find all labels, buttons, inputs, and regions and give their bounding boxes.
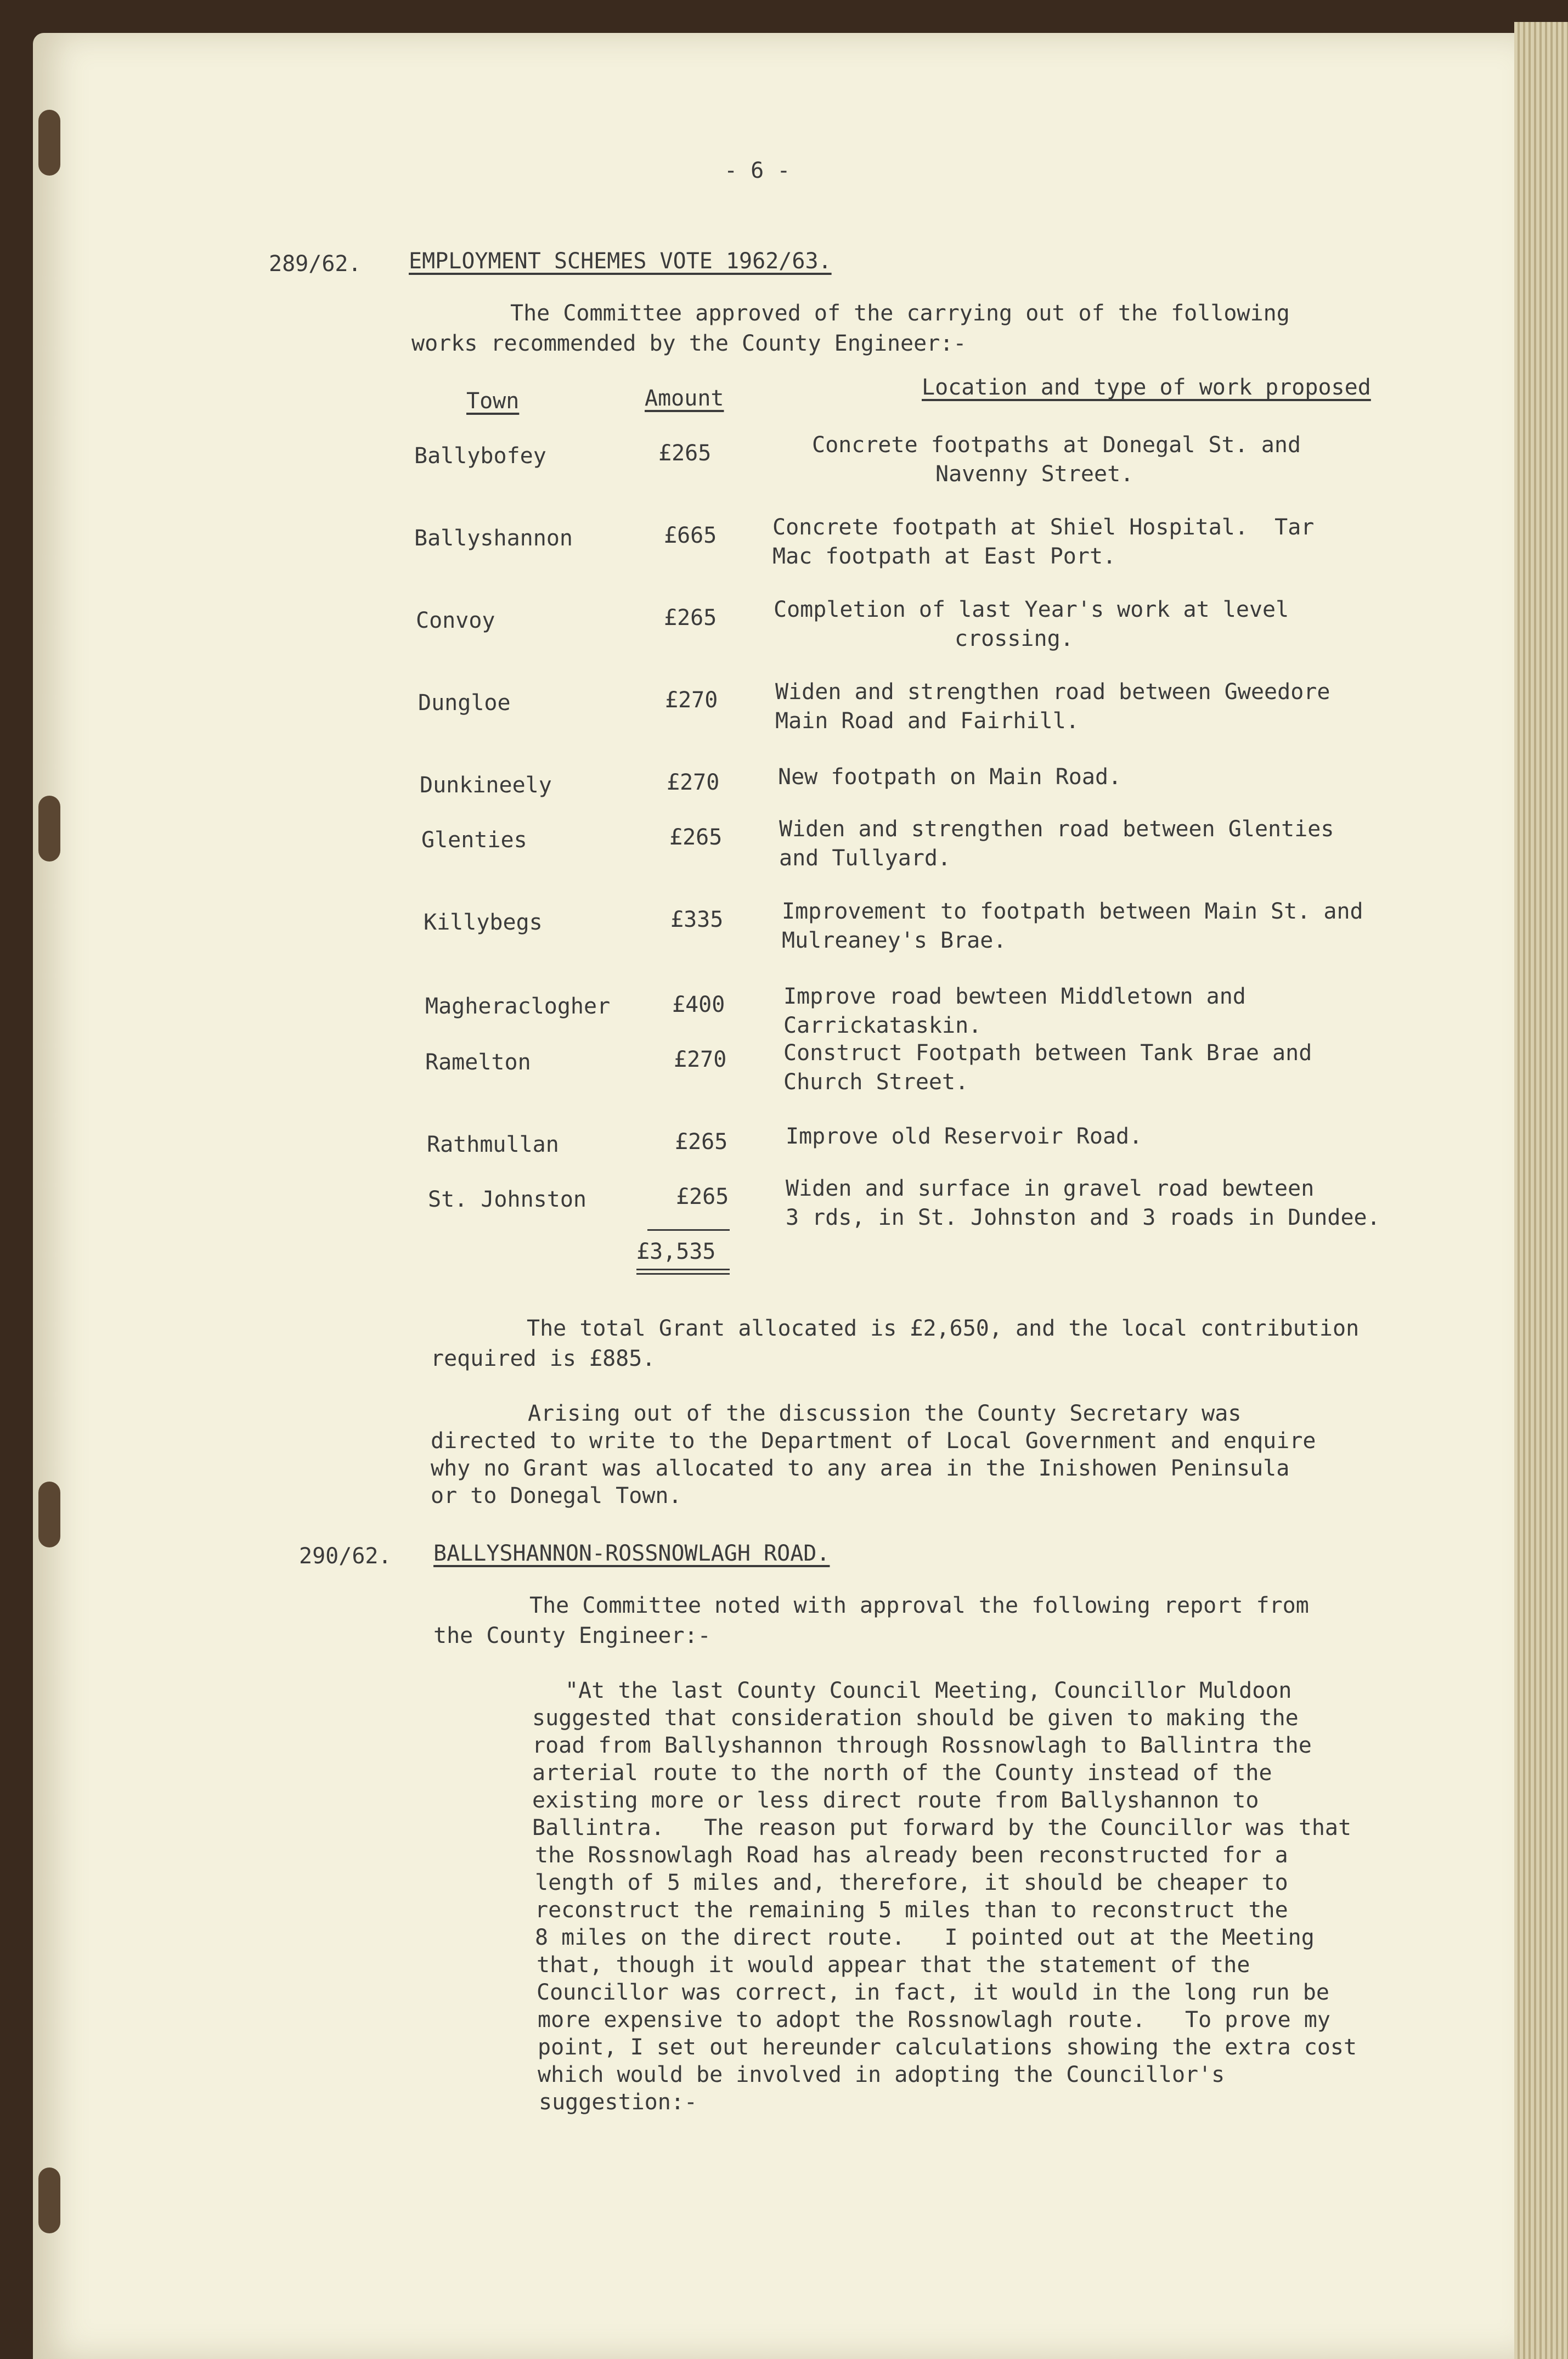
quote-line: suggested that consideration should be given to making the xyxy=(532,1705,1299,1731)
town-cell: Ballyshannon xyxy=(414,526,573,551)
item-number: 289/62. xyxy=(269,251,362,277)
work-cell: Concrete footpaths at Donegal St. and xyxy=(812,432,1301,458)
amount-cell: £400 xyxy=(672,992,725,1017)
quote-line: reconstruct the remaining 5 miles than to reconstruct the xyxy=(535,1898,1288,1923)
town-cell: Magheraclogher xyxy=(425,994,611,1019)
column-header-location: Location and type of work proposed xyxy=(922,375,1371,400)
amount-cell: £270 xyxy=(667,770,720,795)
quote-line: more expensive to adopt the Rossnowlagh route. To prove my xyxy=(538,2007,1330,2033)
column-header-town: Town xyxy=(466,389,520,414)
town-cell: Glenties xyxy=(421,827,527,853)
amount-cell: £265 xyxy=(658,441,712,466)
paragraph-line: Arising out of the discussion the County Secretary was xyxy=(528,1401,1242,1426)
amount-cell: £265 xyxy=(676,1184,729,1209)
work-cell: Improve road bewteen Middletown and xyxy=(783,984,1246,1009)
quote-line: road from Ballyshannon through Rossnowlagh to Ballintra the xyxy=(532,1733,1312,1758)
quote-line: 8 miles on the direct route. I pointed out at the Meeting xyxy=(535,1925,1315,1950)
quote-line: Ballintra. The reason put forward by the Councillor was that xyxy=(532,1815,1352,1840)
total-amount: £3,535 xyxy=(636,1239,716,1264)
town-cell: Dungloe xyxy=(418,690,511,716)
section-heading: BALLYSHANNON-ROSSNOWLAGH ROAD. xyxy=(433,1541,830,1566)
work-cell: Improvement to footpath between Main St. and xyxy=(782,899,1363,924)
page-number: - 6 - xyxy=(724,158,791,183)
paragraph-line: directed to write to the Department of Local Government and enquire xyxy=(431,1428,1316,1454)
town-cell: Killybegs xyxy=(424,910,543,935)
work-cell: New footpath on Main Road. xyxy=(778,764,1122,790)
total-rule xyxy=(647,1229,730,1231)
section-heading: EMPLOYMENT SCHEMES VOTE 1962/63. xyxy=(409,249,832,274)
town-cell: Convoy xyxy=(416,608,495,633)
amount-cell: £270 xyxy=(674,1047,727,1072)
amount-cell: £270 xyxy=(665,688,718,713)
amount-cell: £265 xyxy=(675,1129,728,1155)
work-cell: Widen and surface in gravel road bewteen xyxy=(786,1176,1315,1201)
work-cell: Church Street. xyxy=(783,1069,969,1095)
paragraph-line: The Committee noted with approval the following report from xyxy=(529,1593,1309,1618)
quote-line: the Rossnowlagh Road has already been reconstructed for a xyxy=(535,1843,1288,1868)
quote-line: which would be involved in adopting the Councillor's xyxy=(538,2062,1225,2087)
amount-cell: £265 xyxy=(664,605,717,630)
town-cell: Ballybofey xyxy=(414,443,546,469)
total-double-rule xyxy=(636,1269,730,1270)
binding-hole xyxy=(38,110,60,176)
quote-line: "At the last County Council Meeting, Councillor Muldoon xyxy=(565,1678,1292,1703)
work-cell: Navenny Street. xyxy=(935,461,1134,487)
work-cell: crossing. xyxy=(955,626,1074,651)
paragraph-line: or to Donegal Town. xyxy=(431,1483,682,1508)
work-cell: Improve old Reservoir Road. xyxy=(786,1124,1143,1149)
quote-line: suggestion:- xyxy=(539,2090,697,2115)
paragraph-line: why no Grant was allocated to any area in the Inishowen Peninsula xyxy=(431,1456,1290,1481)
binding-hole xyxy=(38,796,60,862)
quote-line: point, I set out hereunder calculations showing the extra cost xyxy=(538,2035,1357,2060)
town-cell: Dunkineely xyxy=(420,773,552,798)
column-header-amount: Amount xyxy=(645,386,724,411)
town-cell: St. Johnston xyxy=(428,1187,586,1212)
paragraph-line: required is £885. xyxy=(431,1346,656,1371)
quote-line: that, though it would appear that the statement of the xyxy=(537,1952,1250,1978)
work-cell: Mulreaney's Brae. xyxy=(782,928,1007,953)
binding-hole xyxy=(38,2167,60,2233)
amount-cell: £665 xyxy=(664,523,717,548)
work-cell: Widen and strengthen road between Gweedore xyxy=(775,679,1330,705)
paragraph-line: works recommended by the County Engineer:- xyxy=(411,331,967,356)
work-cell: 3 rds, in St. Johnston and 3 roads in Dundee. xyxy=(786,1205,1380,1230)
page-edge xyxy=(1514,22,1568,2359)
total-double-rule xyxy=(636,1273,730,1275)
town-cell: Rathmullan xyxy=(427,1132,559,1157)
quote-line: existing more or less direct route from Ballyshannon to xyxy=(532,1788,1259,1813)
amount-cell: £265 xyxy=(669,825,723,850)
binding-hole xyxy=(38,1482,60,1547)
work-cell: Carrickataskin. xyxy=(783,1013,982,1038)
paragraph-line: The Committee approved of the carrying out of the following xyxy=(510,301,1290,326)
work-cell: Construct Footpath between Tank Brae and xyxy=(783,1040,1312,1066)
work-cell: and Tullyard. xyxy=(779,846,951,871)
quote-line: arterial route to the north of the County instead of the xyxy=(532,1760,1272,1786)
work-cell: Completion of last Year's work at level xyxy=(774,597,1289,622)
item-number: 290/62. xyxy=(299,1544,392,1569)
work-cell: Mac footpath at East Port. xyxy=(772,544,1116,569)
work-cell: Main Road and Fairhill. xyxy=(775,708,1079,734)
work-cell: Widen and strengthen road between Glenties xyxy=(779,817,1334,842)
quote-line: length of 5 miles and, therefore, it should be cheaper to xyxy=(535,1870,1288,1895)
paragraph-line: The total Grant allocated is £2,650, and the local contribution xyxy=(527,1316,1360,1341)
work-cell: Concrete footpath at Shiel Hospital. Tar xyxy=(772,515,1315,540)
amount-cell: £335 xyxy=(670,907,724,932)
paragraph-line: the County Engineer:- xyxy=(433,1623,711,1648)
town-cell: Ramelton xyxy=(425,1050,531,1075)
quote-line: Councillor was correct, in fact, it would in the long run be xyxy=(537,1980,1329,2005)
